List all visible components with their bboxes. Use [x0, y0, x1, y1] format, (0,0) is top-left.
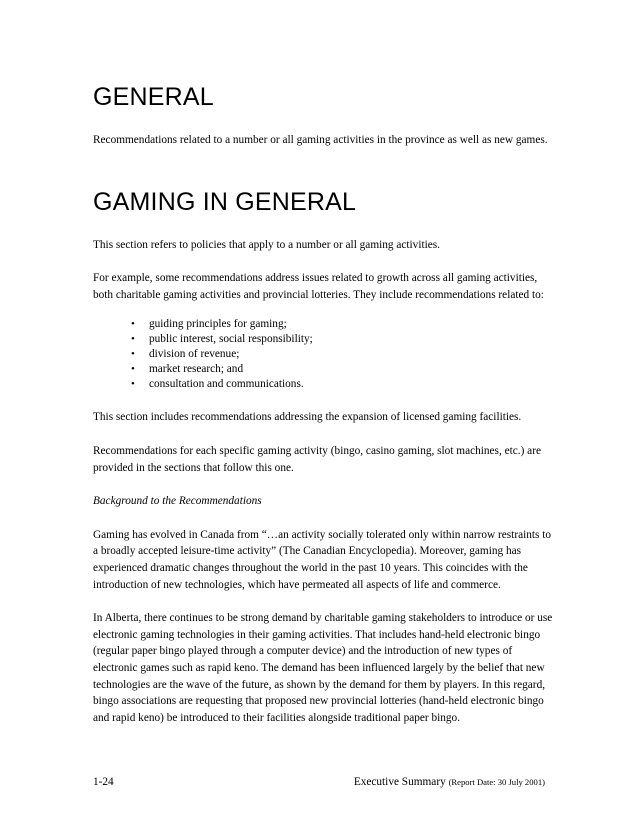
general-intro-paragraph: Recommendations related to a number or all gaming activities in the province as well as new games. — [93, 134, 548, 146]
bullet-icon: • — [131, 378, 135, 391]
gaming-paragraph-2: For example, some recommendations address issues related to growth across all gaming activities, both charitable gaming activities and provincial lotteries. They include recommendations related to: — [93, 272, 544, 301]
background-paragraph-1: Gaming has evolved in Canada from “…an activity socially tolerated only within narrow restraints to a broadly accepted leisure-time activity” (The Canadian Encyclopedia). Moreover, gaming has experienced dramatic changes throughout the world in the past 10 years. This coincides with the introduction of new technologies, which have permeated all aspects of life and commerce. — [93, 528, 552, 591]
gaming-paragraph-4: Recommendations for each specific gaming activity (bingo, casino gaming, slot machines, etc.) are provided in the sections that follow this one. — [93, 444, 541, 474]
bullet-icon: • — [131, 318, 135, 331]
list-item-text: market research; and — [149, 363, 244, 376]
list-item — [131, 317, 553, 332]
bullet-icon: • — [131, 363, 135, 376]
footer-report-date: (Report Date: 30 July 2001) — [448, 777, 545, 787]
list-item — [131, 347, 553, 362]
recommendation-topics-list — [131, 317, 553, 392]
list-item — [131, 332, 553, 347]
list-item-text: public interest, social responsibility; — [149, 333, 313, 346]
list-item-text: guiding principles for gaming; — [149, 318, 287, 331]
bullet-icon: • — [131, 333, 135, 346]
list-item — [131, 362, 553, 377]
section-title-general: GENERAL — [93, 83, 214, 111]
page-content — [93, 82, 553, 726]
list-item-text: division of revenue; — [149, 348, 240, 361]
list-item-text: consultation and communications. — [149, 378, 304, 391]
footer-doc-info — [354, 775, 545, 789]
footer-doc-title: Executive Summary — [353, 776, 446, 788]
list-item — [131, 377, 553, 392]
background-paragraph-2: In Alberta, there continues to be strong demand by charitable gaming stakeholders to introduce or use electronic gaming technologies in their gaming activities. That includes hand-held electronic bingo (regular paper bingo played through a computer device) and the introduction of new types of electronic games such as rapid keno. The demand has been influenced largely by the belief that new technologies are the wave of the future, as shown by the demand for them by players. In this regard, bingo associations are requesting that proposed new provincial lotteries (hand-held electronic bingo and rapid keno) be introduced to their facilities alongside traditional paper bingo. — [93, 612, 553, 724]
gaming-paragraph-3: This section includes recommendations addressing the expansion of licensed gaming facilities. — [93, 411, 522, 424]
gaming-paragraph-1: This section refers to policies that apply to a number or all gaming activities. — [93, 238, 440, 251]
page-number: 1-24 — [93, 776, 114, 788]
background-heading: Background to the Recommendations — [93, 495, 262, 508]
section-title-gaming-in-general: GAMING IN GENERAL — [93, 187, 357, 216]
bullet-icon: • — [131, 348, 135, 361]
